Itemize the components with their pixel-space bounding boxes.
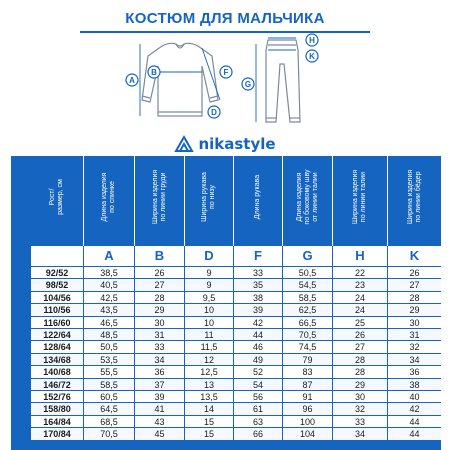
value-cell: 13 [184, 379, 233, 391]
table-row [31, 427, 441, 439]
size-cell: 92/52 [45, 268, 69, 278]
value-cell: 100 [282, 416, 332, 428]
size-cell: 104/56 [43, 292, 71, 303]
pants-sketch [266, 40, 300, 122]
value-cell: 70,5 [282, 329, 332, 341]
value-cell: 61 [233, 403, 282, 415]
value-cell: 25 [332, 317, 387, 329]
value-cell: 68,5 [83, 416, 134, 428]
value-cell: 24 [332, 292, 387, 304]
value-cell: 29 [134, 304, 184, 316]
header-cell [184, 156, 233, 246]
table-row [31, 303, 441, 315]
table-row [31, 266, 441, 278]
value-cell: 83 [282, 366, 332, 378]
value-cell: 14 [184, 403, 233, 415]
value-cell: 26 [387, 267, 441, 279]
value-cell: 42 [233, 317, 282, 329]
value-cell: 32 [387, 341, 441, 353]
value-cell: 28 [332, 354, 387, 366]
svg-text:B: B [151, 68, 157, 77]
size-cell: 110/56 [43, 305, 71, 316]
value-cell: 46,5 [83, 317, 134, 329]
size-cell: 158/80 [43, 404, 71, 415]
header-cell [387, 156, 441, 246]
value-cell: 10 [184, 317, 233, 329]
header-label: Ширина изделия по линии бёдер [406, 170, 422, 225]
measure-letter [31, 246, 83, 266]
value-cell: 87 [282, 379, 332, 391]
value-cell: 91 [282, 391, 332, 403]
value-cell: 38,5 [83, 267, 134, 279]
value-cell: 63 [233, 416, 282, 428]
value-cell: 31 [134, 329, 184, 341]
header-cell [134, 156, 184, 246]
header-label: Длина изделия по боковому шву от линии талии [295, 169, 319, 225]
table-row [31, 402, 441, 414]
value-cell: 44 [233, 329, 282, 341]
value-cell: 42,5 [83, 292, 134, 304]
value-cell: 40,5 [83, 279, 134, 291]
shirt-sketch [142, 43, 218, 116]
value-cell: 15 [184, 416, 233, 428]
value-cell: 28 [332, 366, 387, 378]
value-cell: 32 [332, 403, 387, 415]
header-cell [83, 156, 134, 246]
value-cell: 27 [387, 279, 441, 291]
measure-letter: F [233, 246, 282, 266]
value-cell: 26 [332, 329, 387, 341]
value-cell: 60,5 [83, 391, 134, 403]
value-cell: 50,5 [83, 341, 134, 353]
svg-text:F: F [223, 68, 229, 77]
value-cell: 29 [332, 379, 387, 391]
value-cell: 74,5 [282, 341, 332, 353]
table-row [31, 316, 441, 328]
value-cell: 12 [184, 354, 233, 366]
measure-letter: H [332, 246, 387, 266]
label-d [208, 106, 220, 118]
size-cell: 134/68 [43, 354, 71, 365]
table-row [31, 365, 441, 377]
value-cell: 45 [134, 428, 184, 440]
value-cell: 54 [233, 379, 282, 391]
table-row [31, 415, 441, 427]
value-cell: 39 [134, 391, 184, 403]
value-cell: 66 [233, 428, 282, 440]
header-row [31, 156, 441, 246]
header-cell [332, 156, 387, 246]
size-cell: 152/76 [43, 392, 71, 402]
svg-text:H: H [309, 36, 315, 45]
header-cell [233, 156, 282, 246]
label-f [220, 66, 232, 78]
value-cell: 23 [332, 279, 387, 291]
value-cell: 22 [332, 267, 387, 279]
value-cell: 13,5 [184, 391, 233, 403]
value-cell: 24 [332, 304, 387, 316]
header-label: Ширина изделия по линии талии [352, 170, 367, 225]
value-cell: 37 [134, 379, 184, 391]
label-a [126, 74, 138, 86]
value-cell: 49 [233, 354, 282, 366]
table-row [31, 291, 441, 303]
value-cell: 30 [387, 317, 441, 329]
table-row [31, 328, 441, 340]
value-cell: 54,5 [282, 279, 332, 291]
value-cell: 48,5 [83, 329, 134, 341]
value-cell: 34 [387, 354, 441, 366]
value-cell: 44 [387, 428, 441, 440]
value-cell: 9 [184, 267, 233, 279]
label-h [306, 34, 318, 46]
value-cell: 28 [134, 292, 184, 304]
header-label: Длина рукава [254, 175, 261, 220]
value-cell: 31 [387, 329, 441, 341]
brand [0, 135, 450, 153]
brand-logo-icon [174, 135, 194, 153]
label-g [242, 78, 254, 90]
value-cell: 36 [134, 366, 184, 378]
value-cell: 38 [233, 292, 282, 304]
value-cell: 29 [387, 304, 441, 316]
size-table [11, 156, 441, 450]
value-cell: 96 [282, 403, 332, 415]
size-cell: 164/84 [43, 416, 71, 427]
garment-diagram [118, 30, 332, 134]
svg-text:G: G [244, 80, 252, 89]
measure-letter: K [387, 246, 441, 266]
value-cell: 38 [387, 379, 441, 391]
table-row [31, 278, 441, 290]
value-cell: 11 [184, 329, 233, 341]
header-cell [31, 156, 83, 246]
header-label: Ширина изделия по линии груди [151, 170, 167, 225]
size-cell: 146/72 [43, 379, 71, 390]
measure-letter: G [282, 246, 332, 266]
page-title: КОСТЮМ ДЛЯ МАЛЬЧИКА [125, 10, 325, 27]
brand-name: nikastyle [198, 135, 276, 153]
value-cell: 30 [332, 391, 387, 403]
value-cell: 44 [387, 416, 441, 428]
value-cell: 36 [387, 366, 441, 378]
measure-letter: D [184, 246, 233, 266]
value-cell: 34 [134, 354, 184, 366]
measure-letter: A [83, 246, 134, 266]
value-cell: 46 [233, 341, 282, 353]
size-cell: 128/64 [43, 342, 71, 353]
header-label: Рост/ размер, см [49, 179, 64, 216]
value-cell: 64,5 [83, 403, 134, 415]
size-cell: 98/52 [45, 280, 69, 291]
value-cell: 56 [233, 391, 282, 403]
value-cell: 9 [184, 279, 233, 291]
value-cell: 70,5 [83, 428, 134, 440]
label-b [148, 66, 160, 78]
value-cell: 66,5 [282, 317, 332, 329]
measure-letter: B [134, 246, 184, 266]
value-cell: 33 [134, 341, 184, 353]
header-label: Длина изделия по спинке [101, 172, 116, 222]
size-cell: 170/84 [43, 429, 71, 440]
table-row [31, 340, 441, 352]
size-cell: 122/64 [43, 330, 71, 340]
size-cell: 140/68 [43, 367, 71, 378]
value-cell: 10 [184, 304, 233, 316]
value-cell: 15 [184, 428, 233, 440]
value-cell: 12,5 [184, 366, 233, 378]
table-row [31, 390, 441, 402]
value-cell: 40 [387, 391, 441, 403]
value-cell: 42 [387, 403, 441, 415]
size-cell: 116/60 [43, 317, 71, 328]
value-cell: 28 [387, 292, 441, 304]
value-cell: 11,5 [184, 341, 233, 353]
svg-text:K: K [309, 52, 315, 61]
value-cell: 50,5 [282, 267, 332, 279]
value-cell: 104 [282, 428, 332, 440]
value-cell: 33 [332, 416, 387, 428]
value-cell: 34 [332, 428, 387, 440]
value-cell: 26 [134, 267, 184, 279]
table-row [31, 378, 441, 390]
value-cell: 62,5 [282, 304, 332, 316]
value-cell: 30 [134, 317, 184, 329]
value-cell: 9,5 [184, 292, 233, 304]
value-cell: 55,5 [83, 366, 134, 378]
value-cell: 79 [282, 354, 332, 366]
value-cell: 39 [233, 304, 282, 316]
value-cell: 35 [233, 279, 282, 291]
value-cell: 58,5 [83, 379, 134, 391]
value-cell: 43,5 [83, 304, 134, 316]
value-cell: 27 [332, 341, 387, 353]
value-cell: 58,5 [282, 292, 332, 304]
value-cell: 43 [134, 416, 184, 428]
label-k [306, 50, 318, 62]
garment-sketch [118, 30, 332, 134]
value-cell: 52 [233, 366, 282, 378]
svg-text:A: A [129, 76, 135, 85]
value-cell: 41 [134, 403, 184, 415]
svg-text:D: D [211, 108, 217, 117]
value-cell: 27 [134, 279, 184, 291]
value-cell: 33 [233, 267, 282, 279]
table-row [31, 353, 441, 365]
header-cell [282, 156, 332, 246]
header-label: Ширина рукава по низу [201, 172, 216, 223]
value-cell: 53,5 [83, 354, 134, 366]
letter-row [31, 246, 441, 266]
